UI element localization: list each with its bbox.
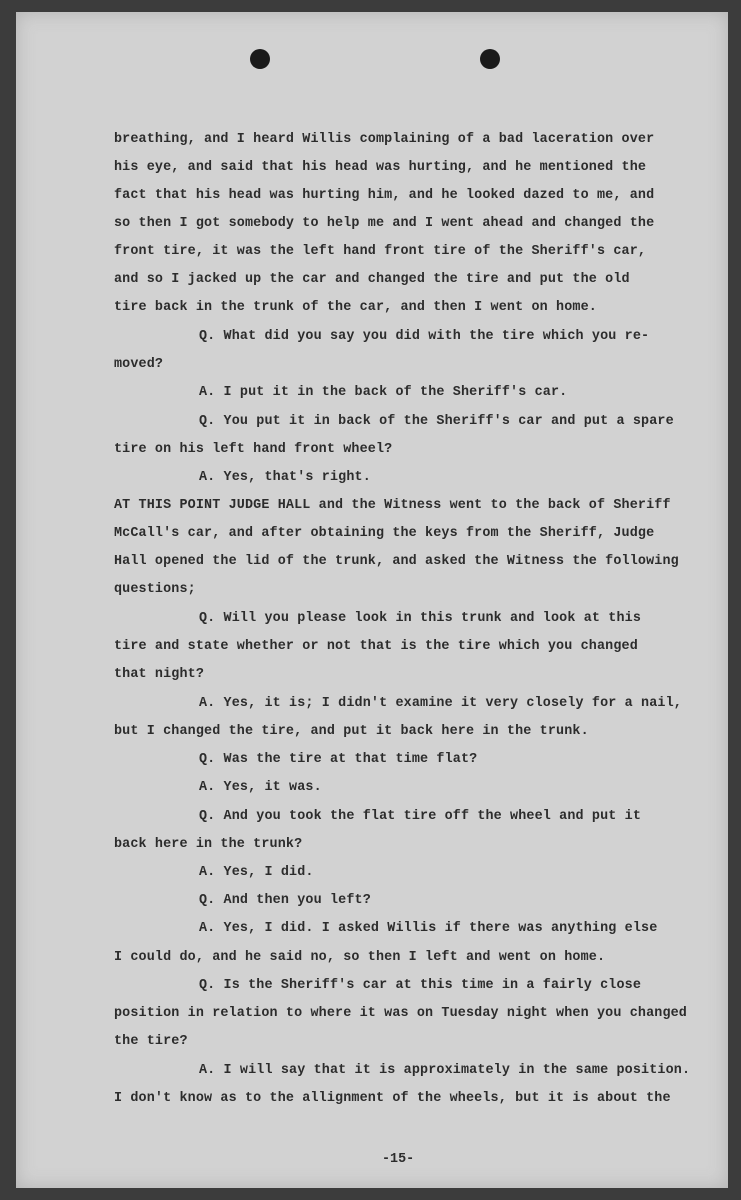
text-line: questions; [114,582,196,597]
punch-hole-left [250,49,270,69]
text-line: tire back in the trunk of the car, and then I went on home. [114,300,597,315]
question-line: Q. Will you please look in this trunk and look at this [199,611,642,626]
text-line: and so I jacked up the car and changed the tire and put the old [114,272,630,287]
answer-line: A. Yes, that's right. [199,470,371,485]
question-line: Q. And you took the flat tire off the wheel and put it [199,809,642,824]
text-line: back here in the trunk? [114,837,303,852]
text-line: tire on his left hand front wheel? [114,442,393,457]
text-line: front tire, it was the left hand front tire of the Sheriff's car, [114,244,647,259]
answer-line: A. Yes, I did. I asked Willis if there was anything else [199,921,658,936]
paper-sheet [16,12,728,1188]
text-line: tire and state whether or not that is the tire which you changed [114,639,638,654]
text-line: moved? [114,357,164,372]
text-line: Hall opened the lid of the trunk, and asked the Witness the following [114,554,679,569]
punch-hole-right [480,49,500,69]
answer-line: A. I put it in the back of the Sheriff's car. [199,385,568,400]
page-number: -15- [382,1152,415,1167]
question-line: Q. Was the tire at that time flat? [199,752,478,767]
question-line: Q. What did you say you did with the tire which you re- [199,329,650,344]
text-line: his eye, and said that his head was hurting, and he mentioned the [114,160,647,175]
text-line: the tire? [114,1034,188,1049]
answer-line: A. Yes, it is; I didn't examine it very closely for a nail, [199,696,682,711]
text-line: breathing, and I heard Willis complaining of a bad laceration over [114,132,655,147]
answer-line: A. Yes, it was. [199,780,322,795]
text-line: that night? [114,667,205,682]
answer-line: A. Yes, I did. [199,865,314,880]
text-line: but I changed the tire, and put it back here in the trunk. [114,724,589,739]
text-line: I could do, and he said no, so then I left and went on home. [114,950,606,965]
text-line: I don't know as to the allignment of the wheels, but it is about the [114,1091,671,1106]
question-line: Q. You put it in back of the Sheriff's car and put a spare [199,414,674,429]
text-line: AT THIS POINT JUDGE HALL and the Witness went to the back of Sheriff [114,498,671,513]
text-line: position in relation to where it was on Tuesday night when you changed [114,1006,687,1021]
question-line: Q. Is the Sheriff's car at this time in a fairly close [199,978,642,993]
text-line: so then I got somebody to help me and I went ahead and changed the [114,216,655,231]
text-line: McCall's car, and after obtaining the keys from the Sheriff, Judge [114,526,655,541]
answer-line: A. I will say that it is approximately in the same position. [199,1063,691,1078]
question-line: Q. And then you left? [199,893,371,908]
text-line: fact that his head was hurting him, and he looked dazed to me, and [114,188,655,203]
